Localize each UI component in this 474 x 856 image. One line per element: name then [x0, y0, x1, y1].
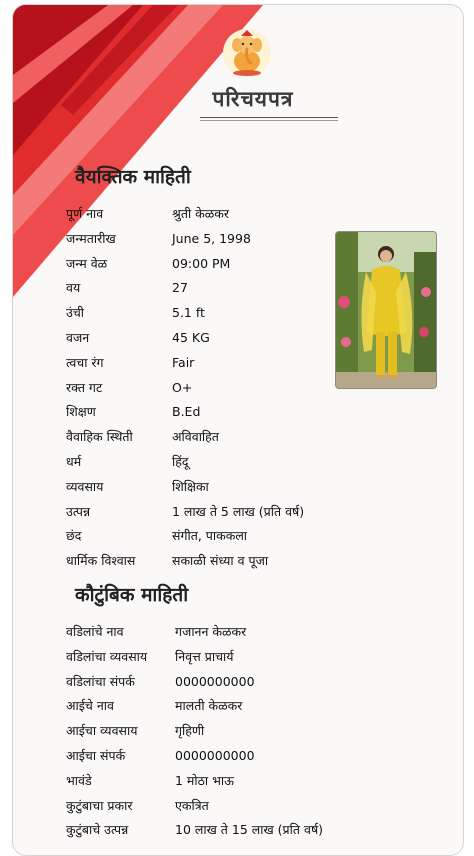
detail-row: [66, 621, 356, 646]
detail-label: उंची: [66, 305, 85, 321]
detail-value: श्रुती केळकर: [172, 206, 229, 221]
detail-value: B.Ed: [172, 404, 201, 420]
detail-value: 27: [172, 280, 188, 296]
detail-value: 5.1 ft: [172, 305, 205, 321]
detail-label: कुटुंबाचे उत्पन्न: [66, 822, 129, 838]
profile-photo: [335, 231, 437, 389]
detail-value: 0000000000: [175, 673, 255, 689]
title-underline: [200, 117, 338, 121]
detail-row: [66, 253, 356, 278]
detail-row: [66, 203, 356, 228]
detail-label: व्यवसाय: [66, 478, 104, 494]
detail-value: Fair: [172, 354, 195, 370]
detail-label: वडिलांचा व्यवसाय: [66, 648, 148, 664]
detail-label: छंद: [66, 528, 82, 544]
detail-label: उत्पन्न: [66, 503, 91, 519]
detail-row: [66, 401, 356, 426]
detail-label: रक्त गट: [66, 379, 103, 395]
detail-row: [66, 671, 356, 696]
detail-label: धार्मिक विश्वास: [66, 553, 136, 569]
detail-value: निवृत्त प्राचार्य: [175, 648, 234, 664]
detail-value: हिंदू: [172, 453, 189, 469]
detail-row: [66, 819, 356, 844]
detail-value: अविवाहित: [172, 429, 219, 445]
detail-label: आईचे नाव: [66, 698, 114, 714]
detail-row: [66, 720, 356, 745]
detail-row: [66, 770, 356, 795]
detail-value: June 5, 1998: [172, 230, 251, 246]
detail-value: 10 लाख ते 15 लाख (प्रति वर्ष): [175, 822, 324, 838]
detail-label: वय: [66, 280, 81, 296]
detail-label: वडिलांचे नाव: [66, 624, 124, 639]
biodata-page: [12, 4, 464, 856]
detail-row: [66, 695, 356, 720]
detail-row: [66, 451, 356, 476]
detail-row: [66, 501, 356, 526]
detail-label: पूर्ण नाव: [66, 206, 104, 221]
detail-value: O+: [172, 379, 193, 395]
detail-row: [66, 745, 356, 770]
detail-row: [66, 277, 356, 302]
detail-value: मालती केळकर: [175, 698, 243, 714]
detail-value: 45 KG: [172, 329, 210, 345]
detail-value: संगीत, पाककला: [172, 528, 248, 544]
family-section-heading: कौटुंबिक माहिती: [75, 584, 189, 606]
detail-label: शिक्षण: [66, 404, 96, 420]
detail-label: त्वचा रंग: [66, 354, 104, 370]
detail-value: 09:00 PM: [172, 255, 231, 271]
detail-row: [66, 302, 356, 327]
family-details-list: [66, 621, 356, 844]
detail-value: सकाळी संध्या व पूजा: [172, 553, 269, 569]
detail-value: गजानन केळकर: [175, 624, 247, 639]
detail-value: शिक्षिका: [172, 478, 209, 494]
detail-label: जन्म वेळ: [66, 255, 108, 271]
detail-row: [66, 426, 356, 451]
detail-label: जन्मतारीख: [66, 230, 116, 246]
document-title: परिचयपत्र: [212, 86, 294, 111]
detail-row: [66, 795, 356, 820]
detail-label: कुटुंबाचा प्रकार: [66, 797, 133, 813]
detail-row: [66, 525, 356, 550]
detail-row: [66, 377, 356, 402]
detail-row: [66, 327, 356, 352]
personal-section-heading: वैयक्तिक माहिती: [75, 166, 191, 188]
detail-label: वजन: [66, 329, 90, 345]
detail-label: धर्म: [66, 453, 82, 469]
detail-row: [66, 352, 356, 377]
detail-value: एकत्रित: [175, 797, 209, 813]
detail-row: [66, 646, 356, 671]
detail-row: [66, 550, 356, 575]
detail-label: भावंडे: [66, 772, 92, 788]
detail-label: आईचा व्यवसाय: [66, 723, 138, 739]
personal-details-list: [66, 203, 356, 575]
ganesha-icon: [221, 27, 273, 79]
detail-label: वडिलांचा संपर्क: [66, 673, 135, 689]
detail-row: [66, 228, 356, 253]
detail-label: आईचा संपर्क: [66, 747, 126, 763]
detail-value: 1 मोठा भाऊ: [175, 772, 234, 788]
detail-label: वैवाहिक स्थिती: [66, 429, 133, 445]
detail-value: 1 लाख ते 5 लाख (प्रति वर्ष): [172, 503, 305, 519]
detail-value: गृहिणी: [175, 723, 205, 739]
detail-value: 0000000000: [175, 747, 255, 763]
detail-row: [66, 476, 356, 501]
